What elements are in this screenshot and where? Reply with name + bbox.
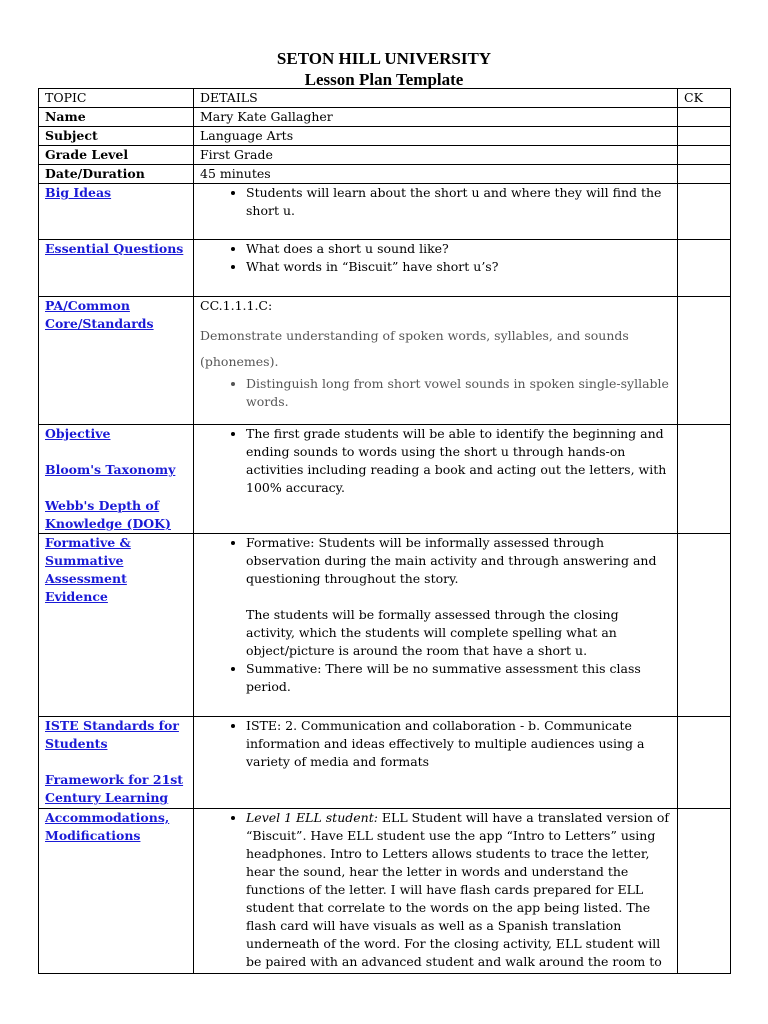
iste-standards-link[interactable]: ISTE Standards for Students	[45, 718, 179, 751]
subject-row	[39, 127, 731, 146]
accommodations-text: ELL Student will have a translated version of “Biscuit”. Have ELL student use the app “Intro to Letters” using headphones. Intro to Letters allows students to trace the letter, hear the sound, hear the letter in words and understand the functions of the letter. I will have flash cards prepared for ELL student that correlate to the words on the app being listed. The flash card will have visuals as well as a Spanish translation underneath of the word. For the closing activity, ELL student will be paired with an advanced student and walk around the room to	[246, 810, 670, 969]
objective-link[interactable]: Objective	[45, 426, 111, 441]
lesson-plan-table	[38, 88, 731, 974]
formative-text: • Formative: Students will be informally assessed through observation during the main activity and through answering and questioning throughout the story.	[246, 535, 657, 586]
topic-header: TOPIC	[39, 89, 194, 108]
details-header: DETAILS	[194, 89, 678, 108]
blooms-taxonomy-link[interactable]: Bloom's Taxonomy	[45, 462, 176, 477]
subject-ck	[678, 127, 731, 146]
subject-label: Subject	[39, 127, 194, 146]
assessment-list	[200, 534, 671, 696]
grade-row	[39, 146, 731, 165]
ck-header: CK	[678, 89, 731, 108]
duration-ck	[678, 165, 731, 184]
list-item: • ISTE: 2. Communication and collaboration - b. Communicate information and ideas effectively to multiple audiences using a variety of media and formats	[246, 717, 671, 771]
name-ck	[678, 108, 731, 127]
duration-label: Date/Duration	[39, 165, 194, 184]
accommodations-row	[39, 809, 731, 974]
assessment-row	[39, 534, 731, 717]
template-title: Lesson Plan Template	[304, 70, 464, 89]
big-ideas-link[interactable]: Big Ideas	[45, 185, 112, 200]
university-name: SETON HILL UNIVERSITY	[276, 49, 492, 68]
list-item: • Summative: There will be no summative assessment this class period.	[246, 660, 671, 696]
standards-list	[200, 375, 671, 411]
big-ideas-row	[39, 184, 731, 240]
list-item: • What does a short u sound like?	[246, 240, 671, 258]
document-title	[0, 48, 768, 90]
grade-label: Grade Level	[39, 146, 194, 165]
assessment-ck	[678, 534, 731, 717]
essential-questions-row	[39, 240, 731, 297]
accommodations-ck	[678, 809, 731, 974]
duration-value: 45 minutes	[194, 165, 678, 184]
essential-ck	[678, 240, 731, 297]
list-item	[246, 534, 671, 660]
ell-level-label: Level 1 ELL student:	[246, 810, 378, 825]
standards-ck	[678, 297, 731, 425]
name-row	[39, 108, 731, 127]
standards-link[interactable]: PA/Common Core/Standards	[45, 298, 154, 331]
subject-value: Language Arts	[194, 127, 678, 146]
objective-ck	[678, 425, 731, 534]
objective-list	[200, 425, 671, 497]
list-item: • Distinguish long from short vowel sounds in spoken single-syllable words.	[246, 375, 671, 411]
name-value: Mary Kate Gallagher	[194, 108, 678, 127]
assessment-link[interactable]: Formative & Summative Assessment Evidence	[45, 535, 131, 604]
essential-questions-list	[200, 240, 671, 276]
iste-row	[39, 717, 731, 809]
standard-description: Demonstrate understanding of spoken words, syllables, and sounds (phonemes).	[200, 328, 629, 369]
standard-code: CC.1.1.1.C:	[200, 298, 273, 313]
iste-list	[200, 717, 671, 771]
objective-row	[39, 425, 731, 534]
standards-row	[39, 297, 731, 425]
accommodations-link[interactable]: Accommodations, Modifications	[45, 810, 170, 843]
header-row	[39, 89, 731, 108]
name-label: Name	[39, 108, 194, 127]
iste-ck	[678, 717, 731, 809]
formal-assessment-text: The students will be formally assessed through the closing activity, which the students will complete spelling what an object/picture is around the room that have a short u.	[246, 607, 619, 658]
big-ideas-ck	[678, 184, 731, 240]
list-item: • The first grade students will be able to identify the beginning and ending sounds to words using the short u through hands-on activities including reading a book and acting out the letters, with 100% accuracy.	[246, 425, 671, 497]
framework-21st-century-link[interactable]: Framework for 21st Century Learning	[45, 772, 184, 805]
grade-ck	[678, 146, 731, 165]
webbs-dok-link[interactable]: Webb's Depth of Knowledge (DOK)	[45, 498, 171, 531]
grade-value: First Grade	[194, 146, 678, 165]
accommodations-list	[200, 809, 671, 971]
duration-row	[39, 165, 731, 184]
list-item: • Students will learn about the short u and where they will find the short u.	[246, 184, 671, 220]
big-ideas-list	[200, 184, 671, 220]
list-item: • What words in “Biscuit” have short u’s?	[246, 258, 671, 276]
list-item	[246, 809, 671, 971]
essential-questions-link[interactable]: Essential Questions	[45, 241, 184, 256]
